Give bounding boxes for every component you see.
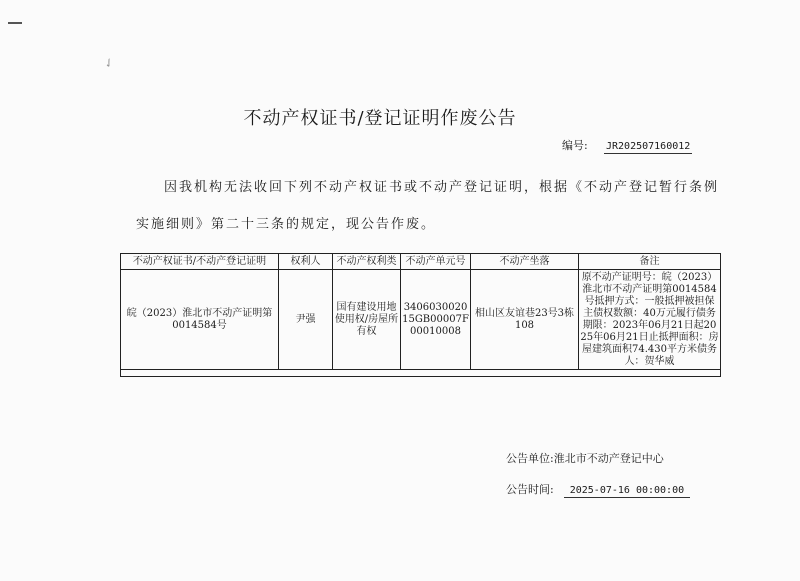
cell-certificate: 皖（2023）淮北市不动产证明第0014584号: [121, 270, 279, 370]
notice-body-line-2: 实施细则》第二十三条的规定，现公告作废。: [136, 217, 437, 232]
header-unit-no: 不动产单元号: [401, 254, 471, 270]
notice-body-line-1: 因我机构无法收回下列不动产权证书或不动产登记证明，根据《不动产登记暂行条例: [164, 180, 720, 195]
scan-artifact: [8, 22, 22, 24]
page-title: 不动产权证书/登记证明作废公告: [243, 108, 517, 129]
table-header-row: [121, 254, 721, 270]
footer-unit-value: 淮北市不动产登记中心: [553, 452, 664, 465]
header-remark: 备注: [579, 254, 721, 270]
footer-unit-label: 公告单位:: [506, 452, 554, 465]
table-row: [121, 270, 721, 370]
cell-unit-no: 340603002015GB00007F00010008: [401, 270, 471, 370]
document-number-value: JR202507160012: [606, 141, 691, 152]
footer-unit: [506, 450, 664, 466]
cell-location: 相山区友谊巷23号3栋108: [471, 270, 579, 370]
empty-cell: [121, 370, 721, 377]
cell-right-type: 国有建设用地使用权/房屋所有权: [333, 270, 401, 370]
header-right-type: 不动产权利类: [333, 254, 401, 270]
document-number: [562, 137, 692, 154]
document-number-label: 编号:: [562, 139, 588, 152]
header-location: 不动产坐落: [471, 254, 579, 270]
footer-time-value: 2025-07-16 00:00:00: [564, 485, 690, 498]
header-owner: 权利人: [279, 254, 333, 270]
header-certificate: 不动产权证书/不动产登记证明: [121, 254, 279, 270]
footer-time-label: 公告时间:: [506, 483, 554, 496]
scan-mark-icon: ✓: [100, 54, 118, 72]
void-certificate-table: [120, 253, 721, 377]
table-empty-row: [121, 370, 721, 377]
footer-time: [506, 481, 690, 498]
cell-remark: 原不动产证明号：皖（2023）淮北市不动产证明第0014584号抵押方式：一般抵押被担保主债权数额：40万元履行债务期限：2023年06月21日起2025年06月21日止抵押面积：房屋建筑面积74.430平方米债务人：贺华威: [579, 270, 721, 370]
cell-owner: 尹强: [279, 270, 333, 370]
notice-body: [138, 169, 748, 243]
